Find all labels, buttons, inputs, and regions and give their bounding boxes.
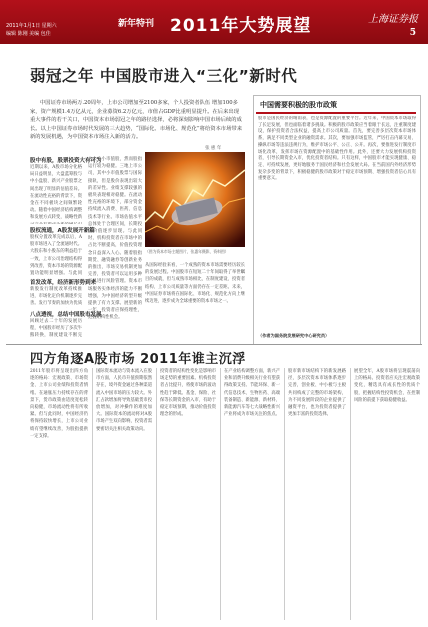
- column-divider: [350, 368, 351, 620]
- article-column: 从国际经验来看，一个成熟的资本市场需要经历较长的发展过程。中国股市在短短二十年间取得了举世瞩目的成就，但与成熟市场相比，在制度建设、投资者结构、上市公司质量等方面仍存在一定差距。未来，中国证券市场将在国际化、市场化、规范化方向上继续迈进，逐步成为全球重要的资本市场之一。: [145, 263, 245, 305]
- article-column: 国际资本流动与资本流入在股市方面，人民币升值预期依然存在，境外资金通过各种渠道流入中国市场的压力较大。外汇占款增加将导致基础货币投放增加，对冲操作的难度加大。国际资本的流动将对A股市场产生双向影响，投资者需要密切关注相关政策动向。: [96, 369, 152, 432]
- article-column: 展望全年，A股市场将呈现震荡向上的格局。投资者应关注宏观政策变化，精选具有成长性的优质个股，把握结构性投资机会，在控制风险的前提下获取稳健收益。: [354, 369, 420, 403]
- column-divider: [92, 368, 93, 620]
- sidebar-author-note: （作者为国务院发展研究中心研究员）: [258, 333, 330, 338]
- newspaper-logo: 上海证券报: [368, 14, 418, 25]
- article-column: 投资者的结构性变化是影响市场走势的重要因素。机构投资者占比提升，将使市场的波动性趋于降低。基金、保险、社保等长期资金的入市，有助于稳定市场预期，推动价值投资理念的形成。: [160, 369, 216, 418]
- column-divider: [284, 368, 285, 620]
- article-column: 股市新市场结构下的新发展路径，多层次资本市场体系逐步完善，创业板、中小板与主板共同构成了完整的市场架构，为不同发展阶段的企业提供了融资平台，也为投资者提供了更加丰富的投资选择。: [288, 369, 346, 418]
- column-divider: [156, 368, 157, 620]
- sidebar-title: 中国需要积极的股市政策: [260, 101, 337, 109]
- subheading: 八点透视，总结中国股市发展: [30, 312, 102, 318]
- header-editor: 编辑 陈刚 美编 包佳: [6, 31, 51, 37]
- sidebar-body: 股市是国民经济的晴雨表，也是资源配置的重要平台。近年来，中国资本市场取得了长足发展，但也面临着诸多挑战。积极的股市政策应当着眼于长远，注重制度建设，保护投资者合法权益，提高上市公司质量。首先，要完善多层次资本市场体系，满足不同类型企业的融资需求。其次，要加强市场监管，严厉打击内幕交易、操纵市场等违法违规行为，维护市场公平、公正、公开。再次，要推进发行制度市场化改革，发挥市场在资源配置中的基础性作用。此外，还要大力发展机构投资者，引导长期资金入市，优化投资者结构。只有这样，中国股市才能实现健康、稳定、可持续发展，更好地服务于国民经济和社会发展大局。在当前国内外经济形势复杂多变的背景下，积极稳健的股市政策对于稳定市场预期、增强投资者信心具有重要意义。: [258, 116, 416, 182]
- article-column: 在产业结构调整方面，新兴产业和消费升级相关行业有望获得政策支持。节能环保、新一代信息技术、生物医药、高端装备制造、新能源、新材料、新能源汽车等七大战略性新兴产业将成为市场关注的焦点。: [224, 369, 280, 418]
- photo-caption: （图为资本市场主题图片，张惠年摄影，资料图）: [145, 249, 229, 254]
- headline-secondary: 四方角逐A股市场 2011年谁主沉浮: [30, 352, 246, 367]
- lead-paragraph: 中国证券市场两万.20周年，上市公司增加至2100多家，个人投资者队伍 增加100多家，资产规模1.4万亿从元，企业募资6.2万亿元，市值占GDP比重明显提升。在后来出现重大事件的若干关口，中国资本市场弱冠之年的路径选择，必将深刻影响中国市场后续的成长。以上中国证券市场时代发展的三大趋势，“国际化、市场化、规范化”将给资本市场带来新的发展机遇，为中国资本市场注入新的活力。: [30, 100, 242, 141]
- subheading: 首发改革，经济新形势到来: [30, 280, 97, 286]
- section-divider: [6, 344, 422, 345]
- column-divider: [220, 368, 221, 620]
- subheading: 股权流通，A股发展开新篇: [30, 228, 95, 234]
- article-column: 新股发行制度改革持续推进，市场化定价机制逐步完善。发行节奏的加快为优质: [30, 287, 82, 307]
- subheading: 股中有股，股票投资大有可为: [30, 158, 102, 164]
- article-column: 回顾过去二十年的发展历程，中国股市经历了多次牛熊转换，制度建设不断完: [30, 319, 82, 339]
- lead-author: 张 惠 年: [205, 146, 222, 151]
- section-tag: 新年特刊: [118, 19, 155, 29]
- section-title: 2011年大势展望: [170, 16, 312, 36]
- headline-main: 弱冠之年 中国股市进入“三化”新时代: [30, 67, 298, 85]
- article-column: 2011年股市将呈现出四方角逐的格局：宏观政策、市场资金、上市公司业绩和投资者情绪。在通胀压力持续存在的背景下，货币政策由适度宽松转向稳健，市场流动性将有所收紧。但与此同时，中国经济仍将保持较快增长，上市公司业绩有望继续改善，为股指提供一定支撑。: [30, 369, 88, 439]
- header-date: 2011年1月1日 星期六: [6, 23, 57, 29]
- page-number: 5: [409, 28, 416, 38]
- article-column: 之大中小市值股，然而股指运行较为稳健。三地上市公司，其中小市值股票与国际接轨，但是股价表现出较大的差异性。业绩支撑较强的板块表现相对稳健。在流动性充裕的环境下，部分资金持续流入消费、医药、信息技术等行业。市场估值水平总体处于合理区间，长期投资价值逐步显现。与此同时，机构投资者在市场中的占比不断提高，价值投资理念日益深入人心。随着股指期货、融资融券等创新业务的推出，市场交易机制更加完善，投资者可以运用多种工具进行风险管理。资本市场服务实体经济的能力不断增强，为中国经济转型升级提供了有力支撑。展望新的一年，投资者应保持理性，把握结构性机会。: [88, 157, 142, 321]
- article-column: 近期以来，A股市场分化格局日益明显，大盘蓝筹股与中小盘股、新兴产业股票之间出现了明显的估值差异。在流动性充裕的背景下，资金在不同板块之间频繁轮动。随着中国经济结构调整和发展方式转变，战略性新: [30, 165, 82, 221]
- sidebar-divider: [256, 112, 416, 114]
- page-header: [0, 0, 428, 44]
- article-column: 股权分置改革完成以后，A股市场进入了全流通时代。大股东和小股东的利益趋于一致，上市公司治理结构得到改善，资本市场的资源配置功能明显增强。与此同: [30, 235, 82, 276]
- news-photo: [145, 152, 245, 247]
